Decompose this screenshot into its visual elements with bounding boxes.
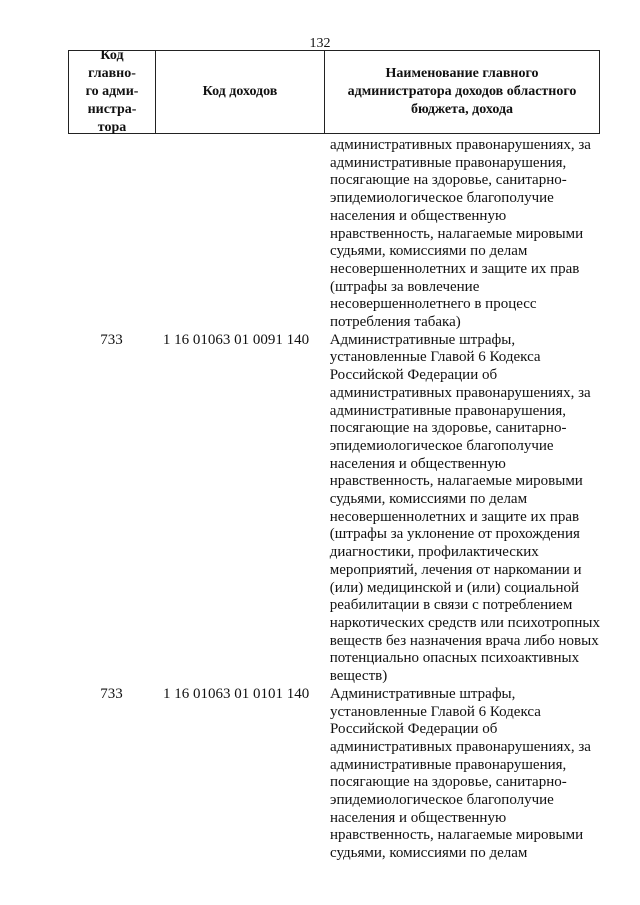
page-number: 132 [309,36,331,51]
income-name-line: эпидемиологическое благополучие [329,437,554,454]
income-name-line: диагностики, профилактических [329,544,539,561]
income-name-line: административные правонарушения, [330,756,567,773]
income-name-line: населения и общественную [330,207,507,224]
income-name-line: несовершеннолетних и защите их прав [330,260,580,277]
income-name-cell [330,137,600,332]
header-admin-line: главно- [88,66,136,81]
header-admin-line: Код [100,48,124,63]
income-name-line: посягающие на здоровье, санитарно- [330,774,567,791]
income-name-cell [330,332,600,686]
income-name-line: судьями, комиссиями по делам [330,243,528,260]
income-name-line: административных правонарушениях, за [330,738,591,755]
income-name-line: потребления табака) [330,314,461,331]
table-row [68,686,600,863]
income-name-line: судьями, комиссиями по делам [329,491,528,508]
income-name-line: несовершеннолетнего в процесс [330,296,537,313]
income-name-line: населения и общественную [329,455,506,472]
header-income-code [156,51,325,133]
table-header [68,50,600,134]
income-name-cell [330,686,600,863]
income-name-line: нравственность, налагаемые мировыми [329,473,583,490]
table-body [68,137,600,863]
income-name-line: (штрафы за уклонение от прохождения [329,526,580,543]
income-name-line: веществ без назначения врача либо новых [329,632,599,649]
header-admin-line: нистра- [87,102,137,117]
income-name-line: потенциально опасных психоактивных [329,650,580,667]
income-name-line: посягающие на здоровье, санитарно- [330,172,567,189]
header-admin-line: го адми- [85,84,139,99]
income-name-line: веществ) [329,668,388,685]
header-name [325,51,599,133]
income-name-line: нравственность, налагаемые мировыми [330,827,584,844]
header-admin-line: тора [97,120,127,135]
income-name-line: (или) медицинской и (или) социальной [329,579,580,596]
income-name-line: административные правонарушения, [330,154,567,171]
table-row [68,137,600,332]
header-name-label: Наименование главного администратора доходов областного бюджета, дохода [347,66,577,117]
admin-code-cell: 733 [100,331,123,348]
income-name-line: Российской Федерации об [330,721,498,738]
income-name-line: судьями, комиссиями по делам [330,845,528,862]
income-name-line: административных правонарушениях, за [330,137,591,153]
header-income-code-label: Код доходов [202,84,278,99]
header-admin-code [69,48,156,135]
income-name-line: Российской Федерации об [329,367,498,384]
income-name-line: административных правонарушениях, за [329,384,591,401]
admin-code-cell: 733 [100,685,123,702]
income-name-line: Административные штрафы, [329,331,516,348]
income-name-line: (штрафы за вовлечение [330,278,480,295]
income-name-line: мероприятий, лечения от наркомании и [329,561,582,578]
income-name-line: административные правонарушения, [329,402,566,419]
income-code-cell: 1 16 01063 01 0101 140 [163,685,310,702]
income-name-line: эпидемиологическое благополучие [330,792,554,809]
income-name-line: реабилитации в связи с потреблением [329,597,573,614]
income-code-cell: 1 16 01063 01 0091 140 [162,331,310,348]
income-name-line: эпидемиологическое благополучие [330,190,554,207]
income-name-line: посягающие на здоровье, санитарно- [329,420,567,437]
income-name-line: несовершеннолетних и защите их прав [329,508,580,525]
income-name-line: Административные штрафы, [330,685,516,702]
table-row [68,332,600,686]
income-name-line: установленные Главой 6 Кодекса [330,703,541,720]
income-name-line: нравственность, налагаемые мировыми [330,225,584,242]
income-name-line: населения и общественную [330,809,507,826]
income-name-line: установленные Главой 6 Кодекса [329,349,541,366]
income-name-line: наркотических средств или психотропных [329,614,600,631]
